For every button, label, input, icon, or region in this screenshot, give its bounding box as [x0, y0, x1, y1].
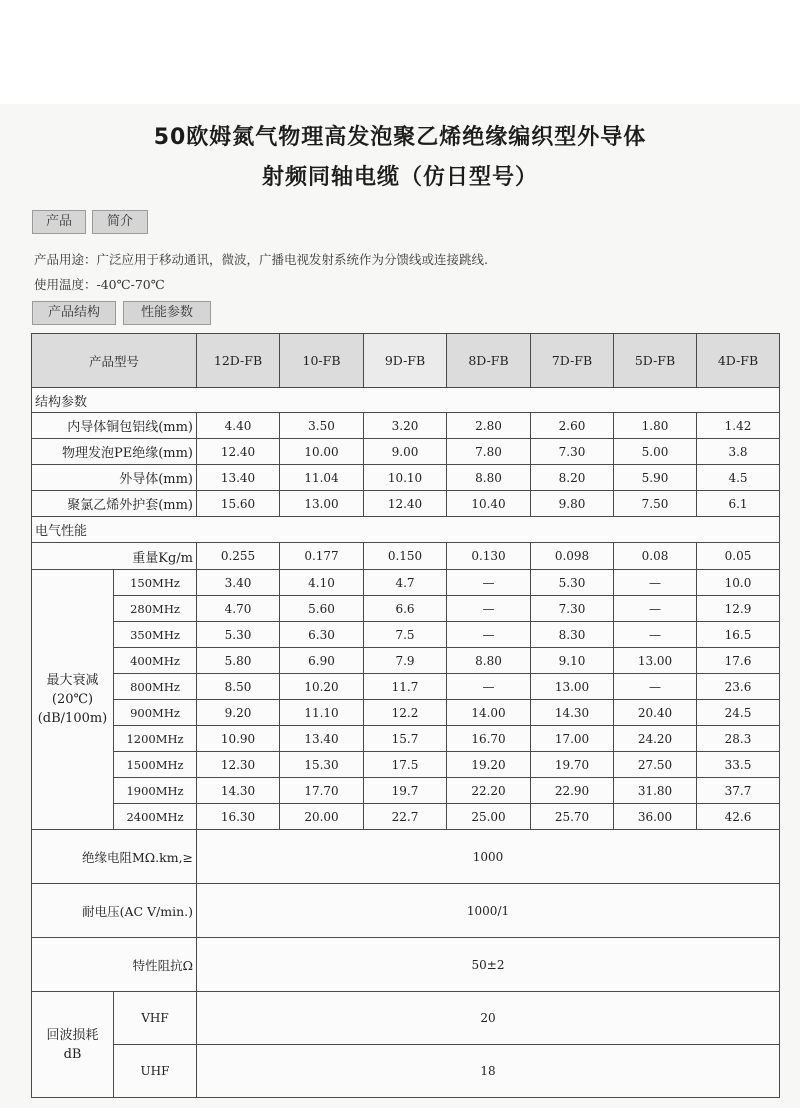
- cell: 7.30: [531, 596, 614, 622]
- cell: 9.20: [197, 700, 280, 726]
- cell: 0.098: [531, 543, 614, 570]
- cell: 0.150: [364, 543, 447, 570]
- table-row: [32, 1045, 780, 1098]
- cell: 13.00: [531, 674, 614, 700]
- cell: 3.40: [197, 570, 280, 596]
- frequency-label: 150MHz: [114, 570, 197, 596]
- cell: 4.40: [197, 413, 280, 439]
- cell: —: [614, 622, 697, 648]
- document-subtitle: 射频同轴电缆（仿日型号）: [261, 165, 538, 190]
- frequency-label: 1200MHz: [114, 726, 197, 752]
- cell: 9.10: [531, 648, 614, 674]
- cell: 3.50: [280, 413, 364, 439]
- merged-value: 1000: [197, 830, 780, 884]
- row-label: 绝缘电阻MΩ.km,≥: [32, 830, 197, 884]
- cell: —: [447, 622, 531, 648]
- cell: 4.10: [280, 570, 364, 596]
- merged-value: 1000/1: [197, 884, 780, 938]
- temperature-text: 使用温度：-40℃-70℃: [34, 277, 165, 292]
- cell: 22.20: [447, 778, 531, 804]
- model-header: 7D-FB: [531, 334, 614, 388]
- cell: 13.00: [280, 491, 364, 517]
- row-label: 外导体(mm): [32, 465, 197, 491]
- cell: 5.30: [197, 622, 280, 648]
- cell: 16.30: [197, 804, 280, 830]
- table-row: [32, 674, 780, 700]
- cell: 19.70: [531, 752, 614, 778]
- table-row: [32, 726, 780, 752]
- table-row: [32, 884, 780, 938]
- cell: 19.20: [447, 752, 531, 778]
- cell: 16.5: [697, 622, 780, 648]
- table-row: [32, 992, 780, 1045]
- cell: 12.2: [364, 700, 447, 726]
- cell: 7.80: [447, 439, 531, 465]
- cell: 4.7: [364, 570, 447, 596]
- cell: 6.6: [364, 596, 447, 622]
- cell: 27.50: [614, 752, 697, 778]
- table-row: [32, 491, 780, 517]
- cell: —: [614, 674, 697, 700]
- row-label: 特性阻抗Ω: [32, 938, 197, 992]
- row-label: 物理发泡PE绝缘(mm): [32, 439, 197, 465]
- frequency-label: 1500MHz: [114, 752, 197, 778]
- cell: 24.20: [614, 726, 697, 752]
- model-header: 5D-FB: [614, 334, 697, 388]
- cell: 0.08: [614, 543, 697, 570]
- cell: 1.80: [614, 413, 697, 439]
- model-header: 9D-FB: [364, 334, 447, 388]
- cell: 5.60: [280, 596, 364, 622]
- cell: 0.177: [280, 543, 364, 570]
- cell: 8.50: [197, 674, 280, 700]
- model-header: 10-FB: [280, 334, 364, 388]
- cell: 8.20: [531, 465, 614, 491]
- tab-product[interactable]: 产品: [32, 210, 86, 234]
- frequency-label: 900MHz: [114, 700, 197, 726]
- model-header: 4D-FB: [697, 334, 780, 388]
- cell: 9.80: [531, 491, 614, 517]
- spec-table: [31, 333, 780, 1098]
- section-title-structure: 结构参数: [32, 388, 780, 413]
- cell: 13.40: [197, 465, 280, 491]
- table-row: [32, 804, 780, 830]
- frequency-label: 2400MHz: [114, 804, 197, 830]
- cell: 10.10: [364, 465, 447, 491]
- cell: 42.6: [697, 804, 780, 830]
- table-row: [32, 778, 780, 804]
- cell: 12.40: [197, 439, 280, 465]
- cell: 36.00: [614, 804, 697, 830]
- model-header: 12D-FB: [197, 334, 280, 388]
- cell: 11.10: [280, 700, 364, 726]
- cell: 17.00: [531, 726, 614, 752]
- cell: 13.00: [614, 648, 697, 674]
- cell: 6.1: [697, 491, 780, 517]
- cell: 15.30: [280, 752, 364, 778]
- cell: 5.30: [531, 570, 614, 596]
- return-loss-unit: dB: [63, 1046, 82, 1062]
- cell: 20.00: [280, 804, 364, 830]
- cell: —: [614, 570, 697, 596]
- cell: 4.5: [697, 465, 780, 491]
- usage-text: 产品用途：广泛应用于移动通讯，微波，广播电视发射系统作为分馈线或连接跳线.: [34, 252, 488, 267]
- cell: 10.0: [697, 570, 780, 596]
- cell: 0.130: [447, 543, 531, 570]
- row-label: 重量Kg/m: [32, 543, 197, 570]
- tab-product-structure[interactable]: 产品结构: [32, 301, 116, 325]
- cell: 7.5: [364, 622, 447, 648]
- table-row: [32, 570, 780, 596]
- table-row: [32, 700, 780, 726]
- cell: 24.5: [697, 700, 780, 726]
- attenuation-temp: (20℃): [51, 692, 94, 707]
- cell: 0.05: [697, 543, 780, 570]
- band-label: VHF: [114, 992, 197, 1045]
- band-label: UHF: [114, 1045, 197, 1098]
- cell: 25.70: [531, 804, 614, 830]
- section-row: [32, 517, 780, 543]
- merged-value: 50±2: [197, 938, 780, 992]
- cell: 5.90: [614, 465, 697, 491]
- cell: 20.40: [614, 700, 697, 726]
- cell: 10.20: [280, 674, 364, 700]
- table-row: [32, 830, 780, 884]
- cell: 6.90: [280, 648, 364, 674]
- cell: —: [447, 674, 531, 700]
- cell: 6.30: [280, 622, 364, 648]
- cell: 7.50: [614, 491, 697, 517]
- cell: 17.70: [280, 778, 364, 804]
- tab-performance-params[interactable]: 性能参数: [123, 301, 211, 325]
- frequency-label: 280MHz: [114, 596, 197, 622]
- cell: 12.30: [197, 752, 280, 778]
- cell: 2.60: [531, 413, 614, 439]
- cell: 17.6: [697, 648, 780, 674]
- cell: 8.80: [447, 648, 531, 674]
- table-row: [32, 543, 780, 570]
- cell: 31.80: [614, 778, 697, 804]
- cell: 4.70: [197, 596, 280, 622]
- cell: 22.90: [531, 778, 614, 804]
- cell: 12.9: [697, 596, 780, 622]
- attenuation-title: 最大衰减: [46, 673, 99, 688]
- cell: 10.00: [280, 439, 364, 465]
- frequency-label: 400MHz: [114, 648, 197, 674]
- cell: 12.40: [364, 491, 447, 517]
- cell: 19.7: [364, 778, 447, 804]
- merged-value: 20: [197, 992, 780, 1045]
- cell: 28.3: [697, 726, 780, 752]
- table-row: [32, 439, 780, 465]
- model-header: 8D-FB: [447, 334, 531, 388]
- cell: 10.90: [197, 726, 280, 752]
- cell: 25.00: [447, 804, 531, 830]
- cell: 10.40: [447, 491, 531, 517]
- section-title-electrical: 电气性能: [32, 517, 780, 543]
- cell: 13.40: [280, 726, 364, 752]
- table-row: [32, 596, 780, 622]
- frequency-label: 350MHz: [114, 622, 197, 648]
- cell: 22.7: [364, 804, 447, 830]
- table-header-row: [32, 334, 780, 388]
- cell: 15.7: [364, 726, 447, 752]
- table-row: [32, 465, 780, 491]
- table-row: [32, 752, 780, 778]
- section-row: [32, 388, 780, 413]
- table-row: [32, 413, 780, 439]
- cell: 15.60: [197, 491, 280, 517]
- cell: —: [447, 596, 531, 622]
- cell: 37.7: [697, 778, 780, 804]
- cell: 3.8: [697, 439, 780, 465]
- cell: 11.7: [364, 674, 447, 700]
- cell: 5.80: [197, 648, 280, 674]
- cell: 11.04: [280, 465, 364, 491]
- cell: —: [614, 596, 697, 622]
- tab-intro[interactable]: 简介: [92, 210, 148, 234]
- return-loss-label: [32, 992, 114, 1098]
- cell: 7.9: [364, 648, 447, 674]
- cell: 16.70: [447, 726, 531, 752]
- frequency-label: 1900MHz: [114, 778, 197, 804]
- attenuation-unit: (dB/100m): [37, 711, 108, 726]
- cell: 2.80: [447, 413, 531, 439]
- return-loss-title: 回波损耗: [46, 1027, 99, 1043]
- cell: 7.30: [531, 439, 614, 465]
- cell: 23.6: [697, 674, 780, 700]
- frequency-label: 800MHz: [114, 674, 197, 700]
- cell: 0.255: [197, 543, 280, 570]
- cell: 8.30: [531, 622, 614, 648]
- cell: 3.20: [364, 413, 447, 439]
- row-label: 内导体铜包铝线(mm): [32, 413, 197, 439]
- cell: 17.5: [364, 752, 447, 778]
- cell: 9.00: [364, 439, 447, 465]
- document-title: 50欧姆氮气物理高发泡聚乙烯绝缘编织型外导体: [153, 125, 647, 150]
- attenuation-label: [32, 570, 114, 830]
- cell: 14.00: [447, 700, 531, 726]
- cell: 8.80: [447, 465, 531, 491]
- row-label: 耐电压(AC V/min.): [32, 884, 197, 938]
- cell: 14.30: [197, 778, 280, 804]
- table-row: [32, 938, 780, 992]
- table-row: [32, 622, 780, 648]
- merged-value: 18: [197, 1045, 780, 1098]
- row-label: 聚氯乙烯外护套(mm): [32, 491, 197, 517]
- cell: 14.30: [531, 700, 614, 726]
- cell: —: [447, 570, 531, 596]
- model-header-label: 产品型号: [32, 334, 197, 388]
- table-row: [32, 648, 780, 674]
- cell: 1.42: [697, 413, 780, 439]
- cell: 5.00: [614, 439, 697, 465]
- cell: 33.5: [697, 752, 780, 778]
